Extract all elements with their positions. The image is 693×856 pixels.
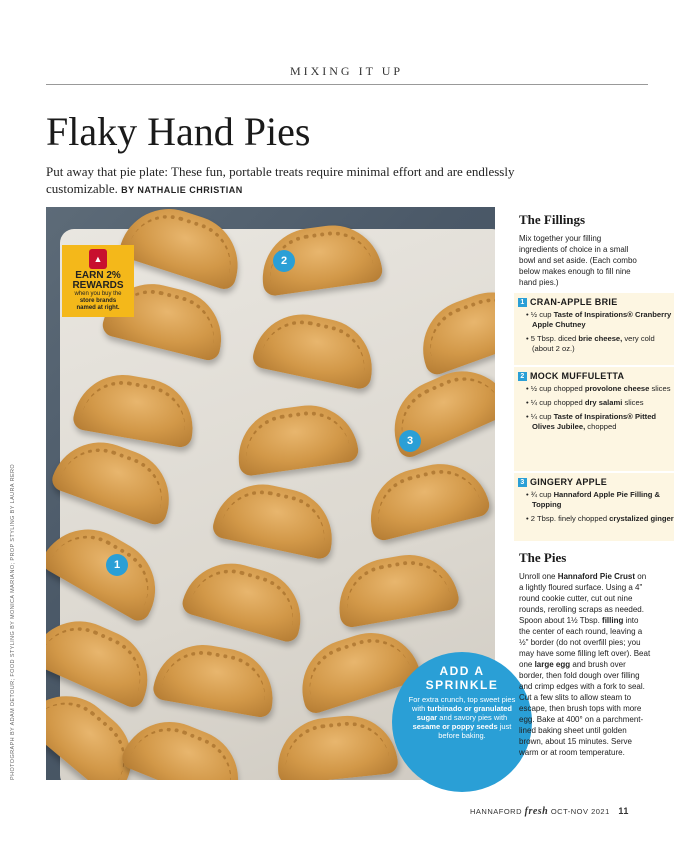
pie-marker-1: 1 [106, 554, 128, 576]
combo-3-name: GINGERY APPLE [530, 477, 608, 487]
fillings-intro: Mix together your filling ingredients of choice in a small bowl and set aside. (Each combo below makes enough to fill nine hand pies.) [519, 234, 637, 287]
combo-1 [514, 293, 674, 365]
combo-3 [514, 473, 674, 541]
ing-post: very cold (about 2 oz.) [532, 334, 655, 353]
ing-pre: • ¼ cup [526, 412, 554, 421]
page-number: 11 [618, 806, 629, 816]
combo-2 [514, 367, 674, 471]
article-title: Flaky Hand Pies [46, 109, 311, 154]
page-footer [470, 806, 629, 817]
dir-text: Unroll one [519, 572, 558, 581]
footer-brand: HANNAFORD [470, 807, 523, 816]
ing-bold: dry salami [584, 398, 623, 407]
rewards-line3: when you buy the [74, 291, 122, 297]
fillings-heading: The Fillings [519, 212, 586, 227]
combo-3-item-1 [518, 490, 674, 510]
ing-bold: Taste of Inspirations® Pitted Olives Jubilee, [532, 412, 657, 431]
combo-1-item-2 [518, 334, 674, 354]
ing-post: chopped [585, 422, 617, 431]
pies-section [519, 550, 669, 758]
combo-2-name: MOCK MUFFULETTA [530, 371, 625, 381]
combo-2-item-1 [518, 384, 674, 394]
ing-pre: • ¼ cup chopped [526, 398, 585, 407]
ing-post: slices [649, 384, 671, 393]
deck-text: Put away that pie plate: These fun, portable treats require minimal effort and are endlessly customizable. [46, 164, 515, 196]
rewards-line1: EARN 2% [75, 270, 121, 281]
header-rule [46, 84, 648, 85]
combo-2-item-3 [518, 412, 674, 432]
section-header: MIXING IT UP [289, 64, 404, 78]
ing-bold: provolone cheese [584, 384, 650, 393]
rewards-badge [62, 245, 134, 317]
sprinkle-text-1: For extra crunch, top sweet pies with [408, 695, 516, 713]
ing-bold: crystalized ginger [609, 514, 674, 523]
ing-post: slices [622, 398, 644, 407]
dir-text: into the center of each round, leaving a ½" border (do not overfill pies; you may have some filling left over). Beat one [519, 616, 651, 669]
byline: BY NATHALIE CHRISTIAN [121, 185, 243, 195]
combo-1-item-1 [518, 310, 674, 330]
combo-2-head [518, 370, 674, 382]
ing-pre: • 5 Tbsp. diced [526, 334, 579, 343]
pie-marker-3: 3 [399, 430, 421, 452]
dir-bold: filling [602, 616, 624, 625]
dir-bold: Hannaford Pie Crust [557, 572, 636, 581]
ing-bold: Taste of Inspirations® Cranberry Apple Chutney [532, 310, 672, 329]
footer-issue: OCT-NOV 2021 [550, 807, 610, 816]
rewards-line2: REWARDS [72, 280, 124, 291]
combo-2-item-2 [518, 398, 674, 408]
combo-1-name: CRAN-APPLE BRIE [530, 297, 618, 307]
article-deck [46, 163, 586, 199]
dir-text: and brush over border, then fold dough over filling and crimp edges with a fork to seal. Cut a few slits to allow steam to escape, then brush tops with more egg. Bake at 400° on a parchment-lined baking sheet until golden brown, about 15 minutes. Serve warm or at room temperature. [519, 660, 645, 757]
combo-3-head [518, 476, 674, 488]
rewards-line4: store brands [79, 298, 117, 304]
sprinkle-text [406, 695, 518, 740]
fillings-section [519, 212, 669, 288]
sprinkle-text-2: and savory pies with [437, 713, 508, 722]
combo-1-head [518, 296, 674, 308]
sprinkle-text-bold-2: sesame or poppy seeds [412, 722, 498, 731]
sprinkle-title-2: SPRINKLE [425, 678, 499, 692]
combo-3-item-2 [518, 514, 674, 524]
ing-pre: • ½ cup chopped [526, 384, 585, 393]
hannaford-logo-icon: ▲ [89, 249, 107, 269]
dir-text: on a lightly floured surface. Using a 4" round cookie cutter, cut out nine rounds, rerolling scraps as needed. Spoon about 1½ Tbsp. [519, 572, 647, 625]
ing-pre: • ½ cup [526, 310, 554, 319]
combo-3-num: 3 [518, 478, 527, 487]
dir-bold: large egg [534, 660, 571, 669]
photo-credit: PHOTOGRAPH BY ADAM DETOUR; FOOD STYLING BY MONICA MARIANO; PROP STYLING BY LAURA RERO [10, 463, 16, 780]
sprinkle-text-bold-1: turbinado or granulated sugar [416, 704, 512, 722]
sprinkle-callout [392, 652, 532, 792]
sprinkle-title-1: ADD A [439, 664, 485, 678]
rewards-line5: named at right. [76, 305, 120, 311]
combo-2-num: 2 [518, 372, 527, 381]
rewards-line5-wrap [64, 305, 132, 312]
pie-marker-2: 2 [273, 250, 295, 272]
ing-pre: • ¾ cup [526, 490, 554, 499]
combo-1-num: 1 [518, 298, 527, 307]
pies-directions [519, 571, 651, 758]
pies-heading: The Pies [519, 550, 567, 565]
ing-bold: Hannaford Apple Pie Filling & Topping [532, 490, 661, 509]
sprinkle-text-3: just before baking. [438, 722, 512, 740]
footer-mag: fresh [524, 806, 549, 817]
ing-pre: • 2 Tbsp. finely chopped [526, 514, 610, 523]
ing-bold: brie cheese, [578, 334, 623, 343]
rewards-line4-wrap [64, 298, 132, 305]
